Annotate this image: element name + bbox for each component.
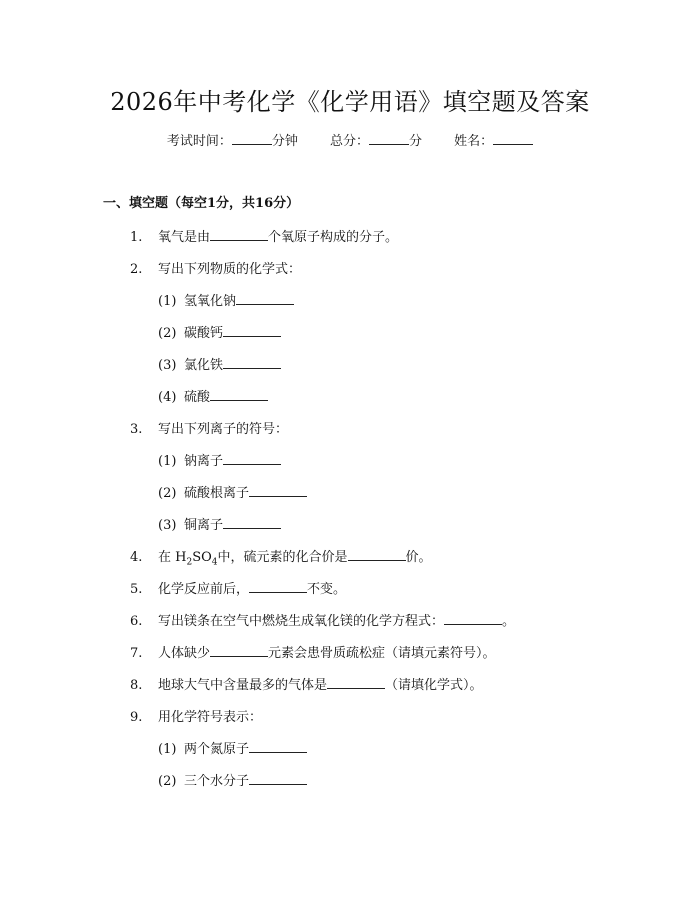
question-number: 3.: [130, 422, 143, 437]
sub-number: (1): [158, 742, 177, 757]
question-text-after: 个氧原子构成的分子。: [268, 230, 399, 245]
sub-question: [158, 290, 294, 309]
score-unit: 分: [409, 134, 423, 149]
answer-blank[interactable]: [249, 580, 307, 593]
question-text-after: 元素会患骨质疏松症（请填元素符号）。: [268, 646, 496, 661]
question-text: 写出镁条在空气中燃烧生成氧化镁的化学方程式：: [158, 614, 445, 629]
exam-score: [330, 130, 422, 149]
question-number: 7.: [130, 646, 143, 661]
question-4: [130, 546, 432, 568]
section-heading: 一、填空题（每空1分，共16分）: [103, 196, 300, 211]
question-text: 化学反应前后，: [158, 582, 250, 597]
question-text-after: 不变。: [307, 582, 347, 597]
score-label: 总分：: [329, 134, 369, 149]
question-text: 写出下列物质的化学式：: [158, 262, 302, 277]
sub-question: [158, 386, 268, 405]
question-number: 5.: [130, 582, 143, 597]
sub-text: 氯化铁: [184, 358, 224, 373]
answer-blank[interactable]: [223, 516, 281, 529]
sub-number: (3): [158, 518, 177, 533]
answer-blank[interactable]: [348, 548, 406, 561]
question-text: 地球大气中含量最多的气体是: [158, 678, 328, 693]
question-9: [130, 706, 262, 725]
question-text-after: （请填化学式）。: [385, 678, 483, 693]
sub-question: [158, 354, 281, 373]
answer-blank[interactable]: [327, 676, 385, 689]
formula-subscript: 2: [186, 557, 193, 568]
question-number: 1.: [130, 230, 143, 245]
sub-text: 硫酸根离子: [184, 486, 250, 501]
sub-question: [158, 770, 307, 789]
sub-question: [158, 450, 281, 469]
sub-text: 氢氧化钠: [184, 294, 237, 309]
page-title: 2026年中考化学《化学用语》填空题及答案: [110, 88, 590, 116]
sub-number: (2): [158, 486, 177, 501]
sub-question: [158, 482, 307, 501]
sub-question: [158, 514, 281, 533]
question-number: 8.: [130, 678, 143, 693]
formula-subscript: 4: [211, 557, 218, 568]
question-text: 氧气是由: [158, 230, 211, 245]
sub-text: 硫酸: [184, 390, 211, 405]
sub-text: 三个水分子: [184, 774, 250, 789]
sub-text: 碳酸钙: [184, 326, 224, 341]
question-text: 中，硫元素的化合价是: [217, 550, 348, 565]
exam-name: [454, 130, 533, 149]
question-text: 写出下列离子的符号：: [158, 422, 289, 437]
exam-meta: [0, 130, 700, 149]
question-number: 4.: [130, 550, 143, 565]
question-3: [130, 418, 288, 437]
sub-number: (1): [158, 294, 177, 309]
answer-blank[interactable]: [444, 612, 502, 625]
sub-question: [158, 322, 281, 341]
time-unit: 分钟: [271, 134, 298, 149]
question-7: [130, 642, 496, 661]
answer-blank[interactable]: [210, 228, 268, 241]
question-1: [130, 226, 398, 245]
sub-question: [158, 738, 307, 757]
sub-text: 钠离子: [184, 454, 224, 469]
name-label: 姓名：: [454, 134, 494, 149]
sub-number: (4): [158, 390, 177, 405]
time-blank[interactable]: [232, 132, 272, 145]
exam-time: [167, 130, 298, 149]
question-text-after: 。: [502, 614, 516, 629]
question-6: [130, 610, 515, 629]
name-blank[interactable]: [493, 132, 533, 145]
answer-blank[interactable]: [249, 484, 307, 497]
question-2: [130, 258, 301, 277]
question-5: [130, 578, 346, 597]
question-text: 人体缺少: [158, 646, 211, 661]
sub-number: (1): [158, 454, 177, 469]
question-text-after: 价。: [405, 550, 432, 565]
formula-prefix: 在 H: [158, 550, 187, 565]
answer-blank[interactable]: [236, 292, 294, 305]
time-label: 考试时间：: [166, 134, 232, 149]
question-text: 用化学符号表示：: [158, 710, 263, 725]
formula-middle: SO: [192, 550, 212, 565]
sub-number: (3): [158, 358, 177, 373]
sub-number: (2): [158, 326, 177, 341]
answer-blank[interactable]: [249, 772, 307, 785]
sub-number: (2): [158, 774, 177, 789]
answer-blank[interactable]: [223, 356, 281, 369]
sub-text: 铜离子: [184, 518, 224, 533]
answer-blank[interactable]: [223, 324, 281, 337]
answer-blank[interactable]: [249, 740, 307, 753]
question-number: 2.: [130, 262, 143, 277]
sub-text: 两个氮原子: [184, 742, 250, 757]
question-8: [130, 674, 483, 693]
answer-blank[interactable]: [210, 644, 268, 657]
answer-blank[interactable]: [223, 452, 281, 465]
question-number: 9.: [130, 710, 143, 725]
score-blank[interactable]: [369, 132, 409, 145]
question-number: 6.: [130, 614, 143, 629]
answer-blank[interactable]: [210, 388, 268, 401]
